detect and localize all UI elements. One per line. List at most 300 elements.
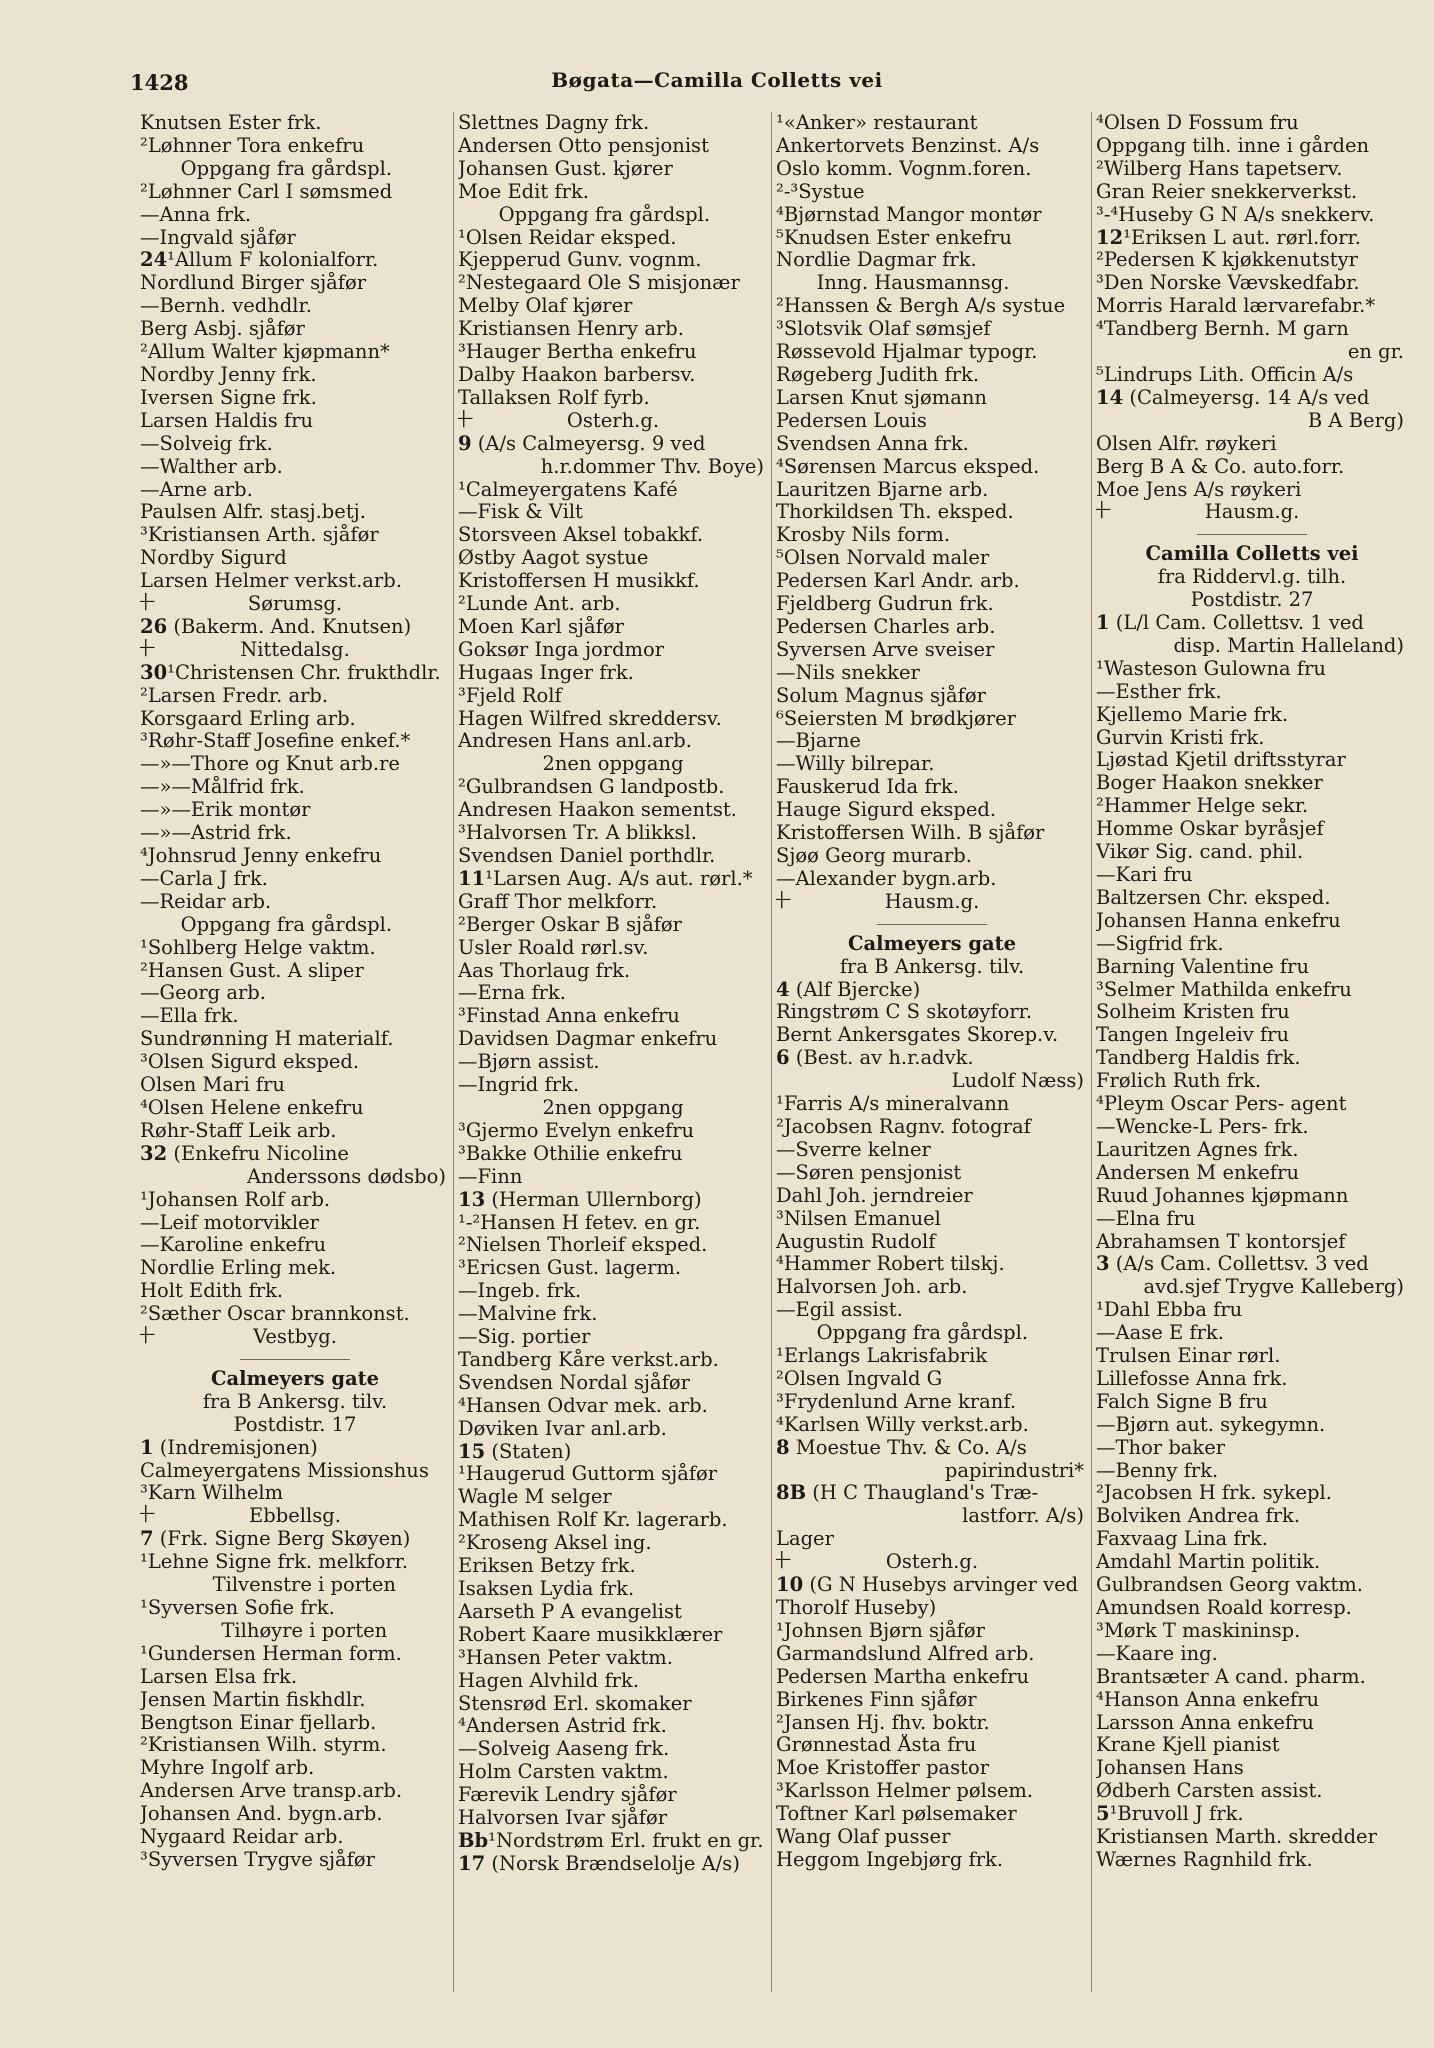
directory-line: ⁴Bjørnstad Mangor montør (776, 203, 1042, 226)
directory-line: Nordby Jenny frk. (140, 363, 317, 386)
directory-line: Amundsen Roald korresp. (1096, 1597, 1352, 1619)
directory-line: Olsen Mari fru (140, 1074, 285, 1097)
directory-line: ¹Johansen Rolf arb. (140, 1188, 331, 1211)
directory-line: ³Slotsvik Olaf sømsjef (776, 318, 991, 341)
directory-line: Sjøø Georg murarb. (776, 845, 972, 867)
directory-line: Berg B A & Co. auto.forr. (1096, 455, 1345, 478)
directory-line: ²Løhnner Carl I sømsmed (140, 180, 393, 203)
directory-line: ²Wilberg Hans tapetserv. (1096, 157, 1343, 180)
directory-line: Ringstrøm C S skotøyforr. (776, 1001, 1033, 1024)
directory-line: Pedersen Martha enkefru (776, 1665, 1030, 1688)
directory-line: ⁴Andersen Astrid frk. (458, 1715, 667, 1738)
directory-line: ⁴Sørensen Marcus eksped. (776, 455, 1040, 478)
directory-line: + Nittedalsg. (140, 639, 450, 662)
directory-line: ¹Sohlberg Helge vaktm. (140, 936, 376, 959)
directory-line: Storsveen Aksel tobakkf. (458, 524, 704, 547)
directory-line: Calmeyergatens Missionshus (140, 1459, 429, 1482)
directory-columns (140, 112, 1408, 2012)
directory-line: Thorolf Huseby) (776, 1597, 937, 1619)
directory-line: Nordby Sigurd (140, 547, 287, 570)
directory-line: Pedersen Karl Andr. arb. (776, 570, 1020, 593)
directory-line: 2nen oppgang (542, 753, 684, 776)
directory-line: ³Bakke Othilie enkefru (458, 1142, 683, 1165)
directory-line: ¹Erlangs Lakrisfabrik (776, 1345, 988, 1368)
directory-line: ²Pedersen K kjøkkenutstyr (1096, 249, 1358, 272)
directory-line: en gr. (1347, 341, 1404, 364)
directory-line: Morris Harald lærvarefabr.* (1096, 295, 1376, 318)
directory-line: Dahl Joh. jerndreier (776, 1184, 973, 1207)
directory-line: —Walther arb. (140, 455, 283, 478)
directory-line: fra B Ankersg. tilv. (839, 955, 1025, 978)
directory-line: 11¹Larsen Aug. A/s aut. rørl.* (458, 867, 753, 890)
directory-line: ²Nielsen Thorleif eksped. (458, 1234, 708, 1257)
directory-line: ³Hansen Peter vaktm. (458, 1646, 673, 1669)
directory-line: —»—Erik montør (140, 799, 311, 822)
directory-line: —Malvine frk. (458, 1303, 598, 1326)
directory-line: + Osterh.g. (458, 410, 768, 433)
directory-line: ²Hansen Gust. A sliper (140, 959, 364, 982)
directory-line: Larsen Helmer verkst.arb. (140, 570, 402, 593)
directory-line: Sundrønning H materialf. (140, 1028, 394, 1051)
directory-line: ³Røhr-Staff Josefine enkef.* (140, 730, 411, 753)
directory-line: —Bjarne (776, 730, 861, 753)
directory-line: —Kari fru (1096, 864, 1193, 886)
directory-line: Kristoffersen Wilh. B sjåfør (776, 822, 1045, 845)
directory-line: Moen Karl sjåfør (458, 615, 624, 638)
directory-line: —»—Målfrid frk. (140, 776, 305, 799)
directory-line: ⁴Karlsen Willy verkst.arb. (776, 1413, 1029, 1436)
directory-line: Aarseth P A evangelist (458, 1600, 682, 1623)
column-4 (1096, 112, 1408, 2012)
directory-line: Andersen Arve transp.arb. (140, 1780, 403, 1803)
directory-line: B A Berg) (1307, 409, 1404, 432)
column-divider (1091, 112, 1092, 1992)
directory-line: Amdahl Martin politik. (1096, 1551, 1321, 1574)
directory-line: Moe Edit frk. (458, 180, 589, 203)
directory-line: fra B Ankersg. tilv. (202, 1390, 388, 1413)
directory-line: Svendsen Nordal sjåfør (458, 1371, 690, 1394)
directory-line: Pedersen Louis (776, 409, 927, 432)
directory-line: Garmandslund Alfred arb. (776, 1642, 1035, 1665)
directory-line: Frølich Ruth frk. (1096, 1070, 1262, 1093)
directory-line: ⁴Hanson Anna enkefru (1096, 1688, 1320, 1711)
directory-line: ³Hauger Bertha enkefru (458, 341, 697, 364)
directory-line: ³Karn Wilhelm (140, 1482, 284, 1505)
directory-line: avd.sjef Trygve Kalleberg) (1143, 1276, 1404, 1299)
directory-line: Oppgang fra gårdspl. (162, 913, 393, 936)
directory-line: Isaksen Lydia frk. (458, 1578, 635, 1600)
directory-line: —Finn (458, 1165, 523, 1188)
directory-line: Melby Olaf kjører (458, 295, 633, 318)
directory-line: Baltzersen Chr. eksped. (1096, 886, 1331, 909)
directory-line: —Carla J frk. (140, 867, 268, 890)
directory-line: ¹Johnsen Bjørn sjåfør (776, 1619, 985, 1642)
directory-line: Stensrød Erl. skomaker (458, 1692, 692, 1715)
directory-line: 13 (Herman Ullernborg) (458, 1188, 702, 1211)
directory-line: ⁵Olsen Norvald maler (776, 547, 990, 570)
directory-line: 6 (Best. av h.r.advk. (776, 1047, 974, 1070)
directory-line: Tilhøyre i porten (202, 1619, 388, 1642)
directory-line: ²-³Systue (776, 180, 865, 203)
directory-line: —»—Astrid frk. (140, 822, 292, 845)
directory-line: —Bjørn assist. (458, 1051, 600, 1074)
directory-line: —Leif motorvikler (140, 1211, 319, 1234)
directory-line: Hagen Wilfred skreddersv. (458, 707, 722, 730)
directory-line: Graff Thor melkforr. (458, 890, 658, 913)
directory-line: ³Selmer Mathilda enkefru (1096, 978, 1352, 1001)
directory-line: Krosby Nils form. (776, 524, 951, 547)
directory-line: —Solveig Aaseng frk. (458, 1738, 670, 1761)
directory-line: —Kaare ing. (1096, 1642, 1218, 1665)
directory-line: Inng. Hausmannsg. (798, 272, 1010, 295)
directory-line: ⁵Lindrups Lith. Officin A/s (1096, 363, 1354, 386)
directory-line: Ljøstad Kjetil driftsstyrar (1096, 749, 1346, 772)
directory-line: + Vestbyg. (140, 1326, 450, 1349)
directory-line: Barning Valentine fru (1096, 955, 1310, 978)
directory-line: Abrahamsen T kontorsjef (1096, 1230, 1346, 1253)
directory-line: 3 (A/s Cam. Collettsv. 3 ved (1096, 1253, 1369, 1276)
directory-line: —»—Thore og Knut arb.re (140, 753, 400, 776)
directory-line: ³Finstad Anna enkefru (458, 1005, 680, 1028)
directory-line: Oppgang fra gårdspl. (162, 157, 393, 180)
directory-line: ¹«Anker» restaurant (776, 112, 978, 134)
directory-line: 7 (Frk. Signe Berg Skøyen) (140, 1528, 411, 1551)
directory-line: 15 (Staten) (458, 1440, 572, 1463)
directory-line: Wagle M selger (458, 1486, 612, 1509)
directory-line: Røgeberg Judith frk. (776, 363, 980, 386)
directory-line: + Hausm.g. (1096, 501, 1408, 524)
directory-line: Fauskerud Ida frk. (776, 776, 959, 799)
directory-line: ¹Olsen Reidar eksped. (458, 226, 677, 249)
directory-line: Larsen Elsa frk. (140, 1665, 298, 1688)
directory-line: ²Kroseng Aksel ing. (458, 1532, 652, 1555)
directory-line: Paulsen Alfr. stasj.betj. (140, 501, 366, 524)
directory-line: Fjeldberg Gudrun frk. (776, 593, 994, 616)
directory-line: Vikør Sig. cand. phil. (1096, 841, 1304, 864)
column-divider (453, 112, 454, 1992)
directory-line: ³Olsen Sigurd eksped. (140, 1051, 360, 1074)
directory-line: Gran Reier snekkerverkst. (1096, 180, 1358, 203)
directory-line: Goksør Inga jordmor (458, 638, 665, 661)
directory-line: ¹Farris A/s mineralvann (776, 1093, 1010, 1116)
directory-line: Andresen Haakon sementst. (458, 799, 737, 822)
directory-line: —Egil assist. (776, 1299, 903, 1322)
directory-line: Johansen And. bygn.arb. (140, 1803, 383, 1826)
directory-line: —Ella frk. (140, 1005, 239, 1028)
directory-line: Syversen Arve sveiser (776, 638, 995, 661)
directory-line: Oppgang fra gårdspl. (480, 203, 711, 226)
directory-line: Gulbrandsen Georg vaktm. (1096, 1574, 1363, 1597)
directory-line: ²Jacobsen Ragnv. fotograf (776, 1115, 1031, 1138)
directory-line: 1 (Indremisjonen) (140, 1436, 318, 1459)
directory-line: Brantsæter A cand. pharm. (1096, 1665, 1366, 1688)
directory-line: Andresen Hans anl.arb. (458, 730, 692, 753)
directory-line: lastforr. A/s) (962, 1505, 1084, 1528)
directory-line: —Sverre kelner (776, 1138, 931, 1161)
directory-line: Oppgang fra gårdspl. (798, 1322, 1029, 1345)
directory-line: —Sigfrid frk. (1096, 932, 1224, 955)
directory-line: 5¹Bruvoll J frk. (1096, 1803, 1244, 1826)
directory-line: Tangen Ingeleiv fru (1096, 1024, 1290, 1047)
directory-line: 14 (Calmeyersg. 14 A/s ved (1096, 386, 1370, 409)
directory-line: —Ingeb. frk. (458, 1280, 582, 1303)
directory-line: Trulsen Einar rørl. (1096, 1345, 1281, 1368)
directory-line: —Sig. portier (458, 1326, 591, 1349)
directory-line: 32 (Enkefru Nicoline (140, 1142, 349, 1165)
directory-line: Svendsen Anna frk. (776, 432, 969, 455)
directory-line: Boger Haakon snekker (1096, 772, 1323, 795)
directory-line: —Bjørn aut. sykegymn. (1096, 1413, 1326, 1436)
directory-line: Johansen Hans (1096, 1757, 1244, 1780)
directory-line: Holm Carsten vaktm. (458, 1761, 669, 1784)
directory-line: ³Frydenlund Arne kranf. (776, 1390, 1017, 1413)
directory-line: Larsen Haldis fru (140, 409, 314, 432)
directory-line: Kjellemo Marie frk. (1096, 703, 1289, 726)
column-1 (140, 112, 450, 2012)
directory-line: Aas Thorlaug frk. (458, 959, 631, 982)
directory-line: Calmeyers gate (776, 924, 1088, 956)
directory-line: Holt Edith frk. (140, 1280, 284, 1303)
directory-line: Kristoffersen H musikkf. (458, 570, 700, 593)
directory-line: Tandberg Haldis frk. (1096, 1047, 1301, 1070)
directory-line: ¹Wasteson Gulowna fru (1096, 657, 1326, 680)
directory-line: —Ingvald sjåfør (140, 226, 296, 249)
directory-line: —Aase E frk. (1096, 1322, 1224, 1345)
directory-line: Korsgaard Erling arb. (140, 707, 356, 730)
directory-line: Myhre Ingolf arb. (140, 1757, 315, 1780)
directory-line: 10 (G N Husebys arvinger ved (776, 1574, 1079, 1597)
directory-line: ¹Dahl Ebba fru (1096, 1299, 1243, 1322)
directory-line: Iversen Signe frk. (140, 386, 317, 409)
directory-line: —Anna frk. (140, 203, 252, 226)
directory-line: Wærnes Ragnhild frk. (1096, 1848, 1313, 1871)
directory-line: —Wencke-L Pers- frk. (1096, 1115, 1309, 1138)
directory-line: ³Kristiansen Arth. sjåfør (140, 524, 379, 547)
directory-line: Ruud Johannes kjøpmann (1096, 1184, 1349, 1207)
directory-line: Hauge Sigurd eksped. (776, 799, 997, 822)
directory-line: —Erna frk. (458, 982, 566, 1005)
directory-line: Røhr-Staff Leik arb. (140, 1119, 337, 1142)
directory-line: 9 (A/s Calmeyersg. 9 ved (458, 432, 706, 455)
directory-line: Tallaksen Rolf fyrb. (458, 386, 650, 409)
directory-line: Ødberh Carsten assist. (1096, 1780, 1323, 1803)
directory-line: Faxvaag Lina frk. (1096, 1528, 1268, 1551)
directory-line: Solum Magnus sjåfør (776, 684, 986, 707)
directory-line: —Fisk & Vilt (458, 501, 583, 524)
directory-line: Slettnes Dagny frk. (458, 112, 650, 134)
directory-line: —Søren pensjonist (776, 1161, 962, 1184)
directory-line: Døviken Ivar anl.arb. (458, 1417, 667, 1440)
directory-line: ³Syversen Trygve sjåfør (140, 1848, 375, 1871)
directory-line: Falch Signe B fru (1096, 1390, 1268, 1413)
directory-line: Dalby Haakon barbersv. (458, 363, 696, 386)
directory-line: Hugaas Inger frk. (458, 661, 634, 684)
directory-line: —Ingrid frk. (458, 1074, 580, 1097)
directory-line: 2nen oppgang (542, 1096, 684, 1119)
directory-line: ²Jansen Hj. fhv. boktr. (776, 1711, 990, 1734)
directory-line: ³Halvorsen Tr. A blikksl. (458, 822, 697, 845)
directory-line: Lager (776, 1528, 834, 1551)
directory-line: 17 (Norsk Brændselolje A/s) (458, 1852, 740, 1875)
directory-line: Oslo komm. Vognm.foren. (776, 157, 1032, 180)
directory-line: 30¹Christensen Chr. frukthdlr. (140, 661, 441, 684)
directory-line: Bolviken Andrea frk. (1096, 1505, 1301, 1528)
directory-line: ¹-²Hansen H fetev. en gr. (458, 1211, 701, 1234)
directory-line: ⁴Tandberg Bernh. M garn (1096, 318, 1349, 341)
directory-line: Oppgang tilh. inne i gården (1096, 134, 1370, 157)
directory-line: Halvorsen Ivar sjåfør (458, 1807, 668, 1830)
directory-line: Færevik Lendry sjåfør (458, 1784, 677, 1807)
directory-line: h.r.dommer Thv. Boye) (540, 455, 764, 478)
directory-line: ³-⁴Huseby G N A/s snekkerv. (1096, 203, 1375, 226)
directory-line: Homme Oskar byråsjef (1096, 818, 1324, 841)
directory-line: Mathisen Rolf Kr. lagerarb. (458, 1509, 728, 1532)
directory-line: —Reidar arb. (140, 890, 272, 913)
directory-line: Lillefosse Anna frk. (1096, 1367, 1288, 1390)
directory-line: + Sørumsg. (140, 593, 450, 616)
directory-line: Knutsen Ester frk. (140, 112, 322, 134)
directory-line: ²Kristiansen Wilh. styrm. (140, 1734, 387, 1757)
directory-line: Thorkildsen Th. eksped. (776, 501, 1014, 524)
directory-line: —Benny frk. (1096, 1459, 1219, 1482)
directory-line: ³Ericsen Gust. lagerm. (458, 1257, 682, 1280)
directory-line: Moe Kristoffer pastor (776, 1757, 990, 1780)
page-heading: Bøgata—Camilla Colletts vei (551, 68, 883, 92)
directory-line: Calmeyers gate (140, 1359, 450, 1391)
directory-line: ³Karlsson Helmer pølsem. (776, 1780, 1034, 1803)
directory-line: —Solveig frk. (140, 432, 273, 455)
directory-line: Kristiansen Henry arb. (458, 318, 684, 341)
directory-line: Tilvenstre i porten (193, 1574, 396, 1597)
column-3 (776, 112, 1088, 2012)
directory-line: 24¹Allum F kolonialforr. (140, 249, 379, 272)
directory-line: —Alexander bygn.arb. (776, 867, 997, 890)
directory-line: Krane Kjell pianist (1096, 1734, 1280, 1757)
directory-line: Solheim Kristen fru (1096, 1001, 1290, 1024)
directory-line: ³Gjermo Evelyn enkefru (458, 1119, 695, 1142)
directory-line: Johansen Hanna enkefru (1096, 909, 1341, 932)
directory-line: 26 (Bakerm. And. Knutsen) (140, 615, 412, 638)
directory-line: Camilla Colletts vei (1096, 534, 1408, 566)
directory-line: ²Lunde Ant. arb. (458, 593, 621, 616)
directory-line: 4 (Alf Bjercke) (776, 978, 921, 1001)
directory-line: Nordlie Dagmar frk. (776, 249, 977, 272)
directory-line: disp. Martin Halleland) (1173, 634, 1404, 657)
directory-line: ²Larsen Fredr. arb. (140, 684, 329, 707)
directory-line: ⁴Hammer Robert tilskj. (776, 1253, 1005, 1276)
directory-line: ¹Syversen Sofie frk. (140, 1597, 335, 1619)
directory-line: ⁵Knudsen Ester enkefru (776, 226, 1012, 249)
directory-line: ⁶Seiersten M brødkjører (776, 707, 1016, 730)
directory-line: —Arne arb. (140, 478, 253, 501)
directory-line: Kristiansen Marth. skredder (1096, 1826, 1377, 1849)
directory-line: Pedersen Charles arb. (776, 615, 996, 638)
directory-line: Berg Asbj. sjåfør (140, 318, 305, 341)
directory-line: + Osterh.g. (776, 1551, 1088, 1574)
directory-line: ²Sæther Oscar brannkonst. (140, 1303, 410, 1326)
directory-line: Usler Roald rørl.sv. (458, 936, 649, 959)
directory-line: Eriksen Betzy frk. (458, 1555, 636, 1578)
directory-line: + Ebbellsg. (140, 1505, 450, 1528)
directory-line: Larsson Anna enkefru (1096, 1711, 1314, 1734)
directory-line: 12¹Eriksen L aut. rørl.forr. (1096, 226, 1361, 249)
directory-line: Røssevold Hjalmar typogr. (776, 341, 1038, 364)
directory-line: + Hausm.g. (776, 891, 1088, 914)
directory-line: Postdistr. 17 (233, 1413, 357, 1436)
directory-line: ³Mørk T maskininsp. (1096, 1619, 1301, 1642)
directory-line: —Elna fru (1096, 1207, 1196, 1230)
directory-line: Tandberg Kåre verkst.arb. (458, 1348, 719, 1371)
directory-line: —Bernh. vedhdlr. (140, 295, 312, 318)
directory-line: ⁴Pleym Oscar Pers- agent (1096, 1093, 1347, 1116)
directory-line: Postdistr. 27 (1190, 589, 1314, 612)
directory-line: Østby Aagot systue (458, 547, 649, 570)
directory-line: ¹Gundersen Herman form. (140, 1642, 402, 1665)
directory-line: papirindustri* (944, 1459, 1084, 1482)
directory-line: —Georg arb. (140, 982, 266, 1005)
directory-line: ⁴Olsen Helene enkefru (140, 1096, 364, 1119)
directory-line: —Karoline enkefru (140, 1234, 327, 1257)
directory-line: ¹Haugerud Guttorm sjåfør (458, 1463, 718, 1486)
directory-line: Halvorsen Joh. arb. (776, 1276, 968, 1299)
directory-line: ³Fjeld Rolf (458, 684, 562, 707)
directory-line: 8 Moestue Thv. & Co. A/s (776, 1436, 1027, 1459)
directory-line: Toftner Karl pølsemaker (776, 1803, 1017, 1826)
directory-line: Gurvin Kristi frk. (1096, 726, 1265, 749)
directory-line: Nordlund Birger sjåfør (140, 272, 367, 295)
directory-line: ²Allum Walter kjøpmann* (140, 341, 390, 364)
directory-line: ¹Calmeyergatens Kafé (458, 478, 678, 501)
directory-line: Davidsen Dagmar enkefru (458, 1028, 718, 1051)
directory-line: ²Nestegaard Ole S misjonær (458, 272, 740, 295)
directory-line: ⁴Hansen Odvar mek. arb. (458, 1394, 708, 1417)
directory-line: —Nils snekker (776, 661, 920, 684)
directory-line: ³Den Norske Vævskedfabr. (1096, 272, 1360, 295)
directory-line: Heggom Ingebjørg frk. (776, 1848, 1004, 1871)
directory-line: Bengtson Einar fjellarb. (140, 1711, 377, 1734)
directory-line: Grønnestad Åsta fru (776, 1734, 977, 1757)
directory-line: Lauritzen Agnes frk. (1096, 1138, 1299, 1161)
page-number: 1428 (130, 70, 189, 95)
directory-line: 1 (L/l Cam. Collettsv. 1 ved (1096, 612, 1364, 635)
directory-line: ³Nilsen Emanuel (776, 1207, 941, 1230)
directory-line: ²Berger Oskar B sjåfør (458, 913, 682, 936)
directory-line: Olsen Alfr. røykeri (1096, 432, 1277, 455)
directory-line: Bb¹Nordstrøm Erl. frukt en gr. (458, 1829, 764, 1852)
directory-line: Lauritzen Bjarne arb. (776, 478, 989, 501)
directory-line: 8B (H C Thaugland's Træ- (776, 1482, 1039, 1505)
directory-line: Jensen Martin fiskhdlr. (140, 1688, 366, 1711)
directory-line: Anderssons dødsbo) (246, 1165, 446, 1188)
directory-line: Bernt Ankersgates Skorep.v. (776, 1024, 1059, 1047)
directory-line: Moe Jens A/s røykeri (1096, 478, 1302, 501)
directory-line: Hagen Alvhild frk. (458, 1669, 640, 1692)
directory-line: ⁴Johnsrud Jenny enkefru (140, 845, 382, 867)
directory-line: —Thor baker (1096, 1436, 1226, 1459)
directory-line: ²Jacobsen H frk. sykepl. (1096, 1482, 1332, 1505)
column-2 (458, 112, 768, 2012)
directory-line: ⁴Olsen D Fossum fru (1096, 112, 1299, 134)
directory-line: Nordlie Erling mek. (140, 1257, 337, 1280)
directory-line: fra Riddervl.g. tilh. (1157, 566, 1347, 589)
directory-line: Johansen Gust. kjører (458, 157, 673, 180)
directory-line: —Willy bilrepar. (776, 753, 935, 776)
directory-line: ²Løhnner Tora enkefru (140, 134, 365, 157)
directory-line: Andersen M enkefru (1096, 1161, 1300, 1184)
directory-line: Kjepperud Gunv. vognm. (458, 249, 702, 272)
directory-line: Wang Olaf pusser (776, 1826, 951, 1849)
directory-line: Ankertorvets Benzinst. A/s (776, 134, 1040, 157)
